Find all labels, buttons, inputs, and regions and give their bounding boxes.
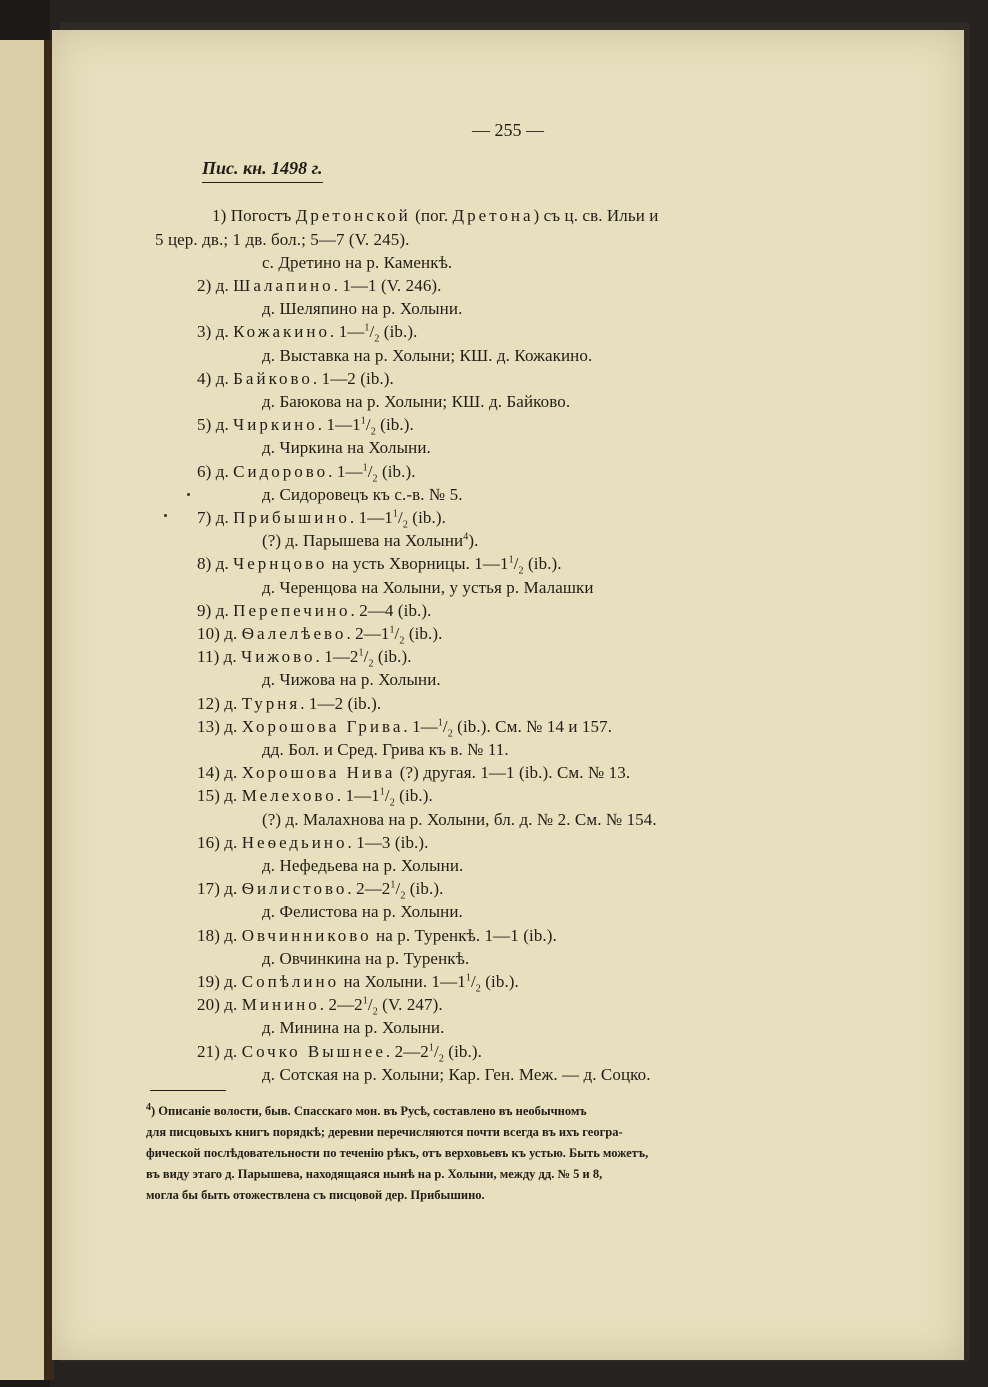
entry-9-line: [197, 601, 432, 621]
entry-values: . 1—1: [349, 508, 393, 527]
fraction: $^1/_2$: [428, 1041, 444, 1064]
fraction: $^1/_2$: [437, 716, 453, 740]
entry-8-line: [197, 554, 562, 577]
previous-page-edge: [0, 40, 50, 1380]
entry-source: (ib.).: [443, 1041, 482, 1061]
entry-source: (ib.). См. № 14 и 157.: [452, 716, 613, 736]
entry-values: на Холыни. 1—1: [339, 972, 466, 991]
entry-values: (?) другая. 1—1 (ib.). См. № 13.: [395, 763, 631, 783]
entry-12-line: [197, 694, 381, 714]
fraction: $^1/_2$: [362, 995, 378, 1018]
entry-19-line: [197, 972, 519, 995]
scan-speck: [187, 493, 190, 496]
entry-source: (ib.).: [379, 322, 418, 342]
village-name: Овчинниково: [241, 925, 372, 945]
fraction: $^1/_2$: [358, 647, 374, 670]
entry-values: . 1—2 (ib.).: [300, 693, 382, 713]
entry-number: 6) д.: [197, 461, 234, 481]
entry-values: на р. Туренкѣ. 1—1 (ib.).: [371, 925, 557, 945]
footnote-line-2: для писцовыхъ книгъ порядкѣ; деревни перечисляются почти всегда въ ихъ геогра-: [146, 1125, 623, 1139]
village-name: Ѳилистово: [241, 879, 348, 899]
fraction: $^1/_2$: [392, 508, 408, 531]
entry-values: . 1—: [330, 322, 365, 342]
entry-number: 11) д.: [197, 647, 242, 667]
entry-4-identification: д. Баюкова на р. Холыни; КШ. д. Байково.: [262, 392, 571, 411]
village-name: Хорошова Грива: [241, 716, 404, 736]
entry-number: 13) д.: [197, 716, 242, 736]
footnote-line-3: фической послѣдовательности по теченію рѣкъ, отъ верховьевъ къ устью. Быть можетъ,: [146, 1146, 649, 1160]
entry-1-line-2: 5 цер. дв.; 1 дв. бол.; 5—7 (V. 245).: [155, 230, 410, 249]
fraction: $^1/_2$: [364, 322, 380, 345]
fraction: $^1/_2$: [465, 972, 481, 995]
entry-20-line: [197, 995, 443, 1018]
entry-values: . 2—2: [319, 995, 363, 1015]
entry-6-identification: д. Сидоровецъ къ с.-в. № 5.: [262, 484, 463, 504]
fraction: $^1/_2$: [362, 461, 378, 484]
village-name: Минино: [241, 995, 320, 1015]
entry-10-line: [197, 624, 443, 647]
village-name: Прибышино: [233, 508, 350, 527]
entry-number: 17) д.: [197, 879, 242, 899]
entry-number: 3) д.: [197, 322, 234, 342]
village-name: Чиркино: [233, 415, 318, 435]
entry-values: . 1—2 (ib.).: [312, 368, 394, 388]
entry-11-identification: д. Чижова на р. Холыни.: [262, 670, 441, 690]
entry-number: 2) д.: [197, 276, 234, 295]
footnote-line-1: $^4$) Описаніе волости, быв. Спасскаго мон. въ Русѣ, составлено въ необычномъ: [146, 1101, 587, 1118]
village-name: Байково: [233, 368, 313, 388]
fraction: $^1/_2$: [508, 554, 524, 577]
entry-number: 15) д.: [197, 786, 242, 806]
village-name: Турня: [241, 693, 301, 713]
entry-8-identification: д. Черенцова на Холыни, у устья р. Малашки: [262, 577, 594, 597]
entry-number: 4) д.: [197, 368, 234, 388]
village-name: Шалапино: [233, 276, 334, 295]
entry-number: 10) д.: [197, 624, 242, 643]
footnote-line-5: могла бы быть отожествлена съ писцовой дер. Прибышино.: [146, 1188, 485, 1202]
entry-18-identification: д. Овчинкина на р. Туренкѣ.: [262, 948, 470, 968]
entry-number: 5) д.: [197, 415, 234, 435]
fraction: $^1/_2$: [389, 624, 405, 647]
village-name: Хорошова Нива: [241, 763, 396, 783]
entry-number: 12) д.: [197, 693, 242, 713]
entry-3-identification: д. Выставка на р. Холыни; КШ. д. Кожакино.: [262, 345, 593, 365]
entry-1-line-3: с. Дретино на р. Каменкѣ.: [262, 253, 453, 272]
village-name: Ѳалелѣево: [241, 624, 347, 643]
entry-source: (V. 247).: [377, 995, 443, 1015]
entry-7-line: [197, 508, 446, 531]
entry-source: (ib.).: [394, 786, 433, 806]
entry-values: . 1—1: [317, 415, 361, 435]
entry-values: . 2—2: [385, 1041, 429, 1061]
footnote-rule: [150, 1090, 226, 1091]
village-name: Сочко Вышнее: [241, 1041, 386, 1061]
entry-5-line: [197, 415, 414, 438]
entry-21-line: [197, 1042, 482, 1062]
book-page: [52, 30, 964, 1360]
entry-values: . 2—1: [346, 624, 390, 643]
entry-3-line: [197, 322, 418, 345]
village-name: Кожакино: [233, 322, 330, 342]
village-name: Перепечино: [233, 600, 351, 620]
entry-6-line: [197, 462, 416, 482]
entry-number: 9) д.: [197, 600, 234, 620]
entry-number: 7) д.: [197, 508, 234, 527]
entry-source: (ib.).: [375, 415, 414, 435]
entry-number: 8) д.: [197, 554, 234, 574]
entry-number: 20) д.: [197, 995, 242, 1015]
entry-1-line-1: 1) Погостъ Дретонской (пог. Дретона) съ ц. св. Ильи и: [212, 206, 659, 225]
entry-13-line: [197, 716, 613, 740]
entry-16-identification: д. Нефедьева на р. Холыни.: [262, 856, 464, 875]
entry-values: . 1—3 (ib.).: [347, 832, 429, 852]
entry-2-line: [197, 276, 442, 296]
entry-source: (ib.).: [407, 508, 446, 527]
entry-number: 14) д.: [197, 763, 242, 783]
page-number: — 255 —: [472, 120, 544, 140]
entry-values: . 1—: [328, 461, 363, 481]
entry-values: на усть Хворницы. 1—1: [327, 554, 509, 574]
entry-number: 18) д.: [197, 925, 242, 945]
entry-11-line: [197, 647, 412, 670]
village-name: Чернцово: [233, 554, 328, 574]
village-name: Мелехово: [241, 786, 337, 806]
footnote-line-4: въ виду этаго д. Парышева, находящаяся нынѣ на р. Холыни, между дд. № 5 и 8,: [146, 1167, 603, 1181]
entry-14-line: [197, 763, 630, 783]
entry-values: . 1—: [403, 716, 438, 736]
village-name: Сидорово: [233, 461, 329, 481]
entry-values: . 2—4 (ib.).: [350, 600, 432, 620]
entry-number: 21) д.: [197, 1041, 242, 1061]
entry-values: . 1—1: [336, 786, 380, 806]
entry-20-identification: д. Минина на р. Холыни.: [262, 1018, 445, 1038]
entry-values: . 2—2: [347, 879, 391, 899]
entry-13-identification: дд. Бол. и Сред. Грива къ в. № 11.: [262, 740, 509, 759]
entry-18-line: [197, 926, 557, 946]
entry-source: (ib.).: [523, 554, 562, 574]
entry-15-line: [197, 786, 433, 809]
entry-number: 16) д.: [197, 832, 242, 852]
fraction: $^1/_2$: [390, 879, 406, 902]
fraction: $^1/_2$: [379, 786, 395, 809]
entry-2-identification: д. Шеляпино на р. Холыни.: [262, 299, 463, 319]
entry-source: (ib.).: [373, 647, 412, 667]
entry-15-identification: (?) д. Малахнова на р. Холыни, бл. д. № 2. См. № 154.: [262, 809, 657, 829]
section-heading: Пис. кн. 1498 г.: [202, 158, 323, 183]
entry-source: (ib.).: [405, 879, 444, 899]
village-name: Чижово: [241, 647, 316, 667]
entry-5-identification: д. Чиркина на Холыни.: [262, 438, 431, 458]
entry-7-identification: (?) д. Парышева на Холыни$^4$).: [262, 531, 479, 551]
entry-number: 19) д.: [197, 972, 242, 991]
village-name: Неѳедьино: [241, 832, 348, 852]
entry-values: . 1—1 (V. 246).: [333, 276, 442, 295]
entry-source: (ib.).: [404, 624, 443, 643]
entry-17-line: [197, 879, 444, 902]
entry-4-line: [197, 369, 394, 389]
entry-17-identification: д. Фелистова на р. Холыни.: [262, 902, 463, 922]
village-name: Сопѣлино: [241, 972, 340, 991]
fraction: $^1/_2$: [360, 415, 376, 438]
entry-source: (ib.).: [377, 461, 416, 481]
entry-16-line: [197, 833, 429, 853]
entry-values: . 1—2: [315, 647, 359, 667]
scan-speck: [164, 514, 167, 517]
entry-21-identification: д. Сотская на р. Холыни; Кар. Ген. Меж. — д. Соцко.: [262, 1064, 651, 1084]
entry-source: (ib.).: [480, 972, 519, 991]
